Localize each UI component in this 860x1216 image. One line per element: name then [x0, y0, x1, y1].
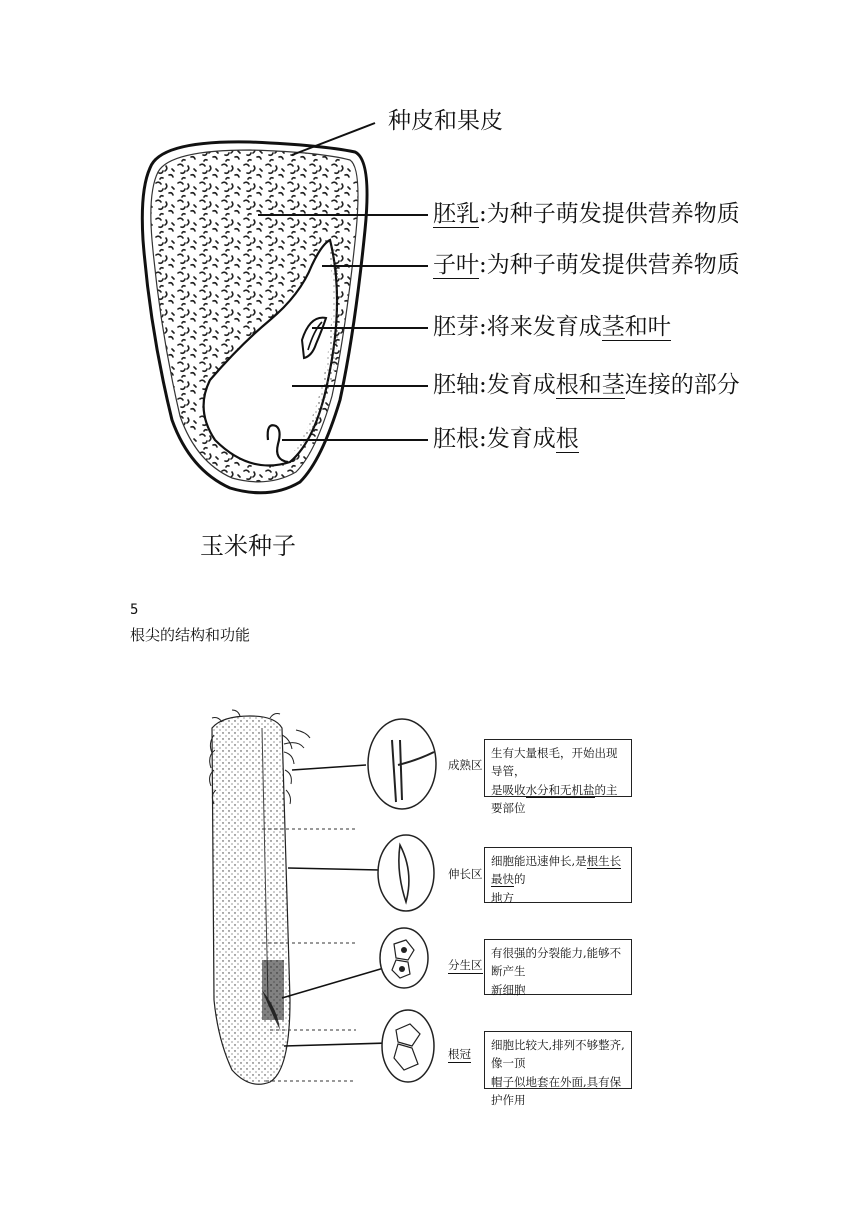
zone-desc-line: 生有大量根毛，开始出现导管， [491, 746, 618, 779]
hypocotyl-label [433, 374, 740, 397]
zone-name-maturation: 成熟区 [448, 758, 483, 772]
zone-desc-meristem [484, 939, 632, 995]
root-tip-diagram [210, 710, 436, 1084]
zone-desc-line: 地方 [491, 890, 514, 905]
hypocotyl-desc-end: 连接的部分 [624, 372, 740, 398]
cotyledon-label [433, 254, 740, 277]
zone-desc-maturation [484, 739, 632, 816]
zone-desc-underlined: 根生长最快 [491, 854, 622, 887]
zone-desc-line [491, 781, 625, 818]
rootcap-cell-circle [382, 1010, 434, 1082]
endosperm-desc: :为种子萌发提供营养物质 [479, 201, 740, 227]
zone-name-rootcap: 根冠 [448, 1047, 471, 1061]
zone-desc-part: 的 [514, 872, 526, 887]
cotyledon-desc: :为种子萌发提供营养物质 [479, 252, 740, 278]
section-title: 根尖的结构和功能 [130, 626, 251, 644]
seed-coat-label: 种皮和果皮 [388, 108, 503, 134]
zone-desc-part: 是吸收 [491, 782, 526, 797]
hypocotyl-underlined: 根和茎 [555, 372, 625, 398]
zone-desc-line: 新细胞 [491, 982, 526, 997]
zone-desc-elongation [484, 847, 632, 903]
zone-name-meristem: 分生区 [448, 958, 483, 972]
cotyledon-term: 子叶 [433, 252, 479, 278]
zone-desc-line [491, 852, 625, 889]
plumule-term: 胚芽 [433, 314, 479, 340]
zone-desc-line: 细胞比较大,排列不够整齐,像一顶 [491, 1038, 625, 1071]
zone-desc-rootcap [484, 1031, 632, 1108]
zone-desc-line: 帽子似地套在外面,具有保护作用 [491, 1074, 622, 1108]
radicle-underlined: 根 [555, 426, 579, 452]
radicle-label [433, 428, 579, 451]
seed-caption: 玉米种子 [200, 532, 296, 560]
zone-desc-line: 有很强的分裂能力,能够不断产生 [491, 946, 622, 979]
zone-desc-part: 细胞能迅速伸长,是 [491, 854, 587, 868]
meristem-cell-circle [380, 928, 428, 988]
plumule-desc: :将来发育成 [479, 314, 602, 340]
zone-desc-underlined: 水分和无机盐 [525, 782, 595, 797]
zone-desc-part: 的主要部位 [491, 782, 618, 816]
zone-name-elongation: 伸长区 [448, 867, 483, 881]
radicle-term: 胚根 [433, 426, 479, 452]
plumule-underlined: 茎和叶 [601, 314, 671, 340]
section-number: 5 [130, 602, 139, 618]
hypocotyl-desc: :发育成 [479, 372, 556, 398]
plumule-label [433, 316, 671, 339]
radicle-desc: :发育成 [479, 426, 556, 452]
hypocotyl-term: 胚轴 [433, 372, 479, 398]
endosperm-term: 胚乳 [433, 201, 479, 227]
endosperm-label [433, 203, 740, 226]
